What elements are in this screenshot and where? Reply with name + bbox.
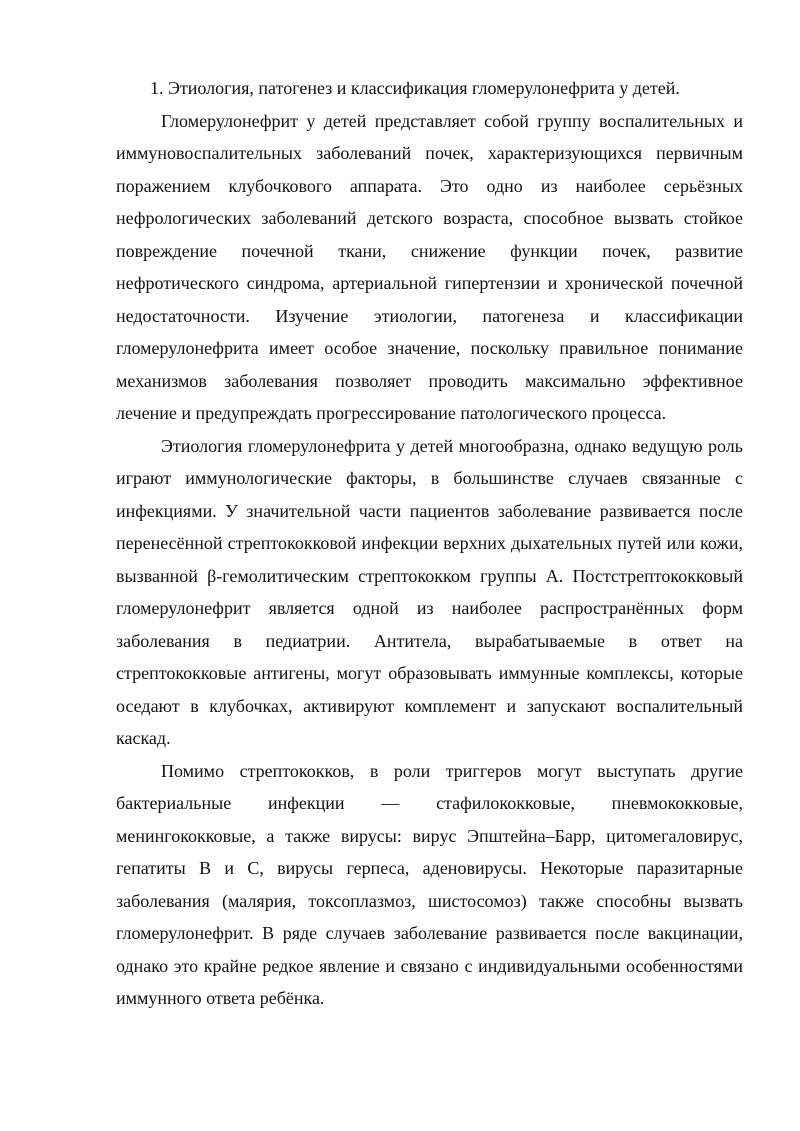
paragraph-etiology: Этиология гломерулонефрита у детей многообразна, однако ведущую роль играют иммунологические факторы, в большинстве случаев связанные с инфекциями. У значительной части пациентов заболевание развивается после перенесённой стрептококковой инфекции верхних дыхательных путей или кожи, вызванной β-гемолитическим стрептококком группы A. Постстрептококковый гломерулонефрит является одной из наиболее распространённых форм заболевания в педиатрии. Антитела, вырабатываемые в ответ на стрептококковые антигены, могут образовывать иммунные комплексы, которые оседают в клубочках, активируют комплемент и запускают воспалительный каскад. xyxy=(116,435,743,748)
paragraph-other-triggers: Помимо стрептококков, в роли триггеров могут выступать другие бактериальные инфекции — стафилококковые, пневмококковые, менингококковые, а также вирусы: вирус Эпштейна–Барр, цитомегаловирус, гепатиты B и C, вирусы герпеса, аденовирусы. Некоторые паразитарные заболевания (малярия, токсоплазмоз, шистосомоз) также способны вызвать гломерулонефрит. В ряде случаев заболевание развивается после вакцинации, однако это крайне редкое явление и связано с индивидуальными особенностями иммунного ответа ребёнка. xyxy=(116,760,743,1008)
paragraph-intro: Гломерулонефрит у детей представляет собой группу воспалительных и иммуновоспалительных заболеваний почек, характеризующихся первичным поражением клубочкового аппарата. Это одно из наиболее серьёзных нефрологических заболеваний детского возраста, способное вызвать стойкое повреждение почечной ткани, снижение функции почек, развитие нефротического синдрома, артериальной гипертензии и хронической почечной недостаточности. Изучение этиологии, патогенеза и классификации гломерулонефрита имеет особое значение, поскольку правильное понимание механизмов заболевания позволяет проводить максимально эффективное лечение и предупреждать прогрессирование патологического процесса. xyxy=(116,110,743,423)
section-heading: 1. Этиология, патогенез и классификация гломерулонефрита у детей. xyxy=(150,78,680,98)
